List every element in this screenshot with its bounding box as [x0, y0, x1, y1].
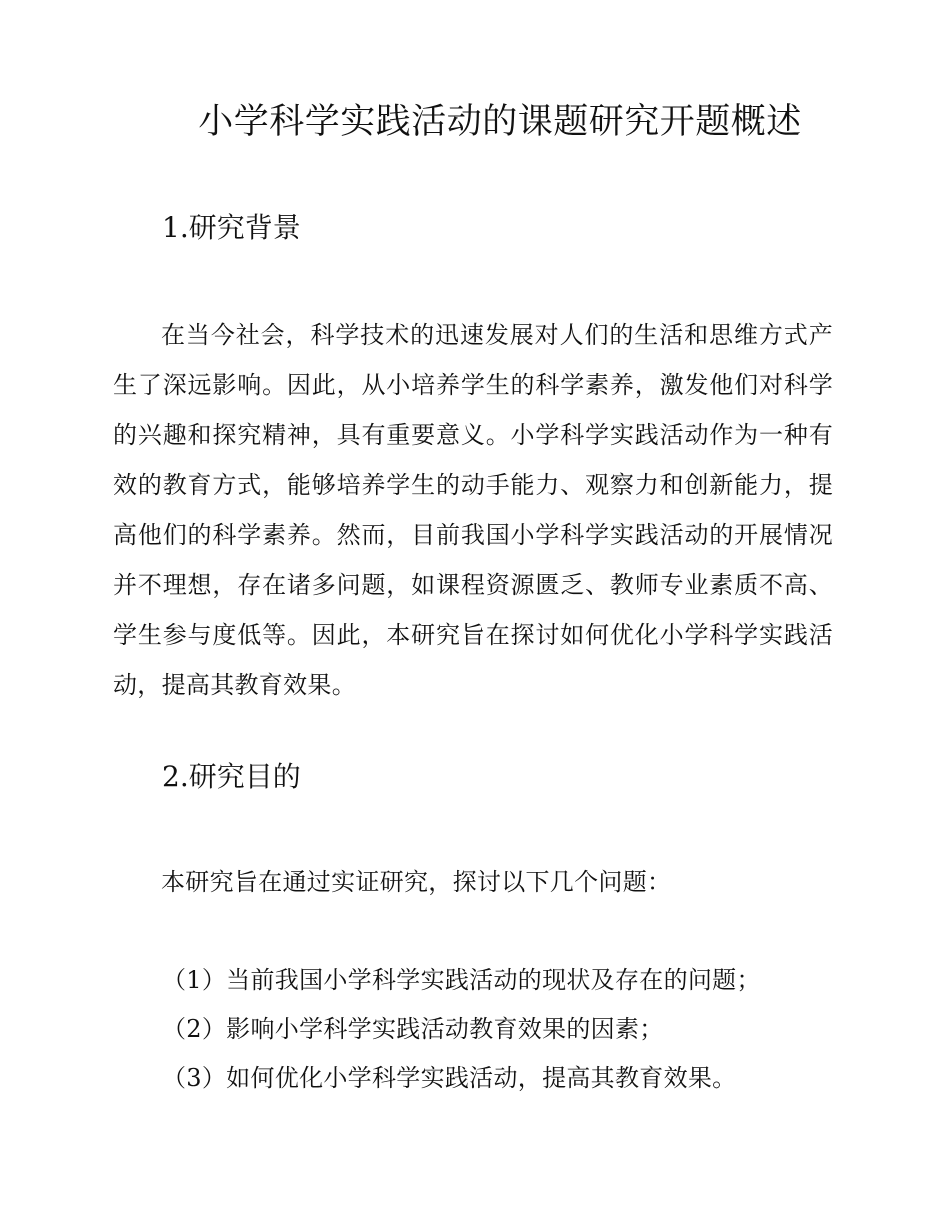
research-questions-list — [162, 956, 761, 1103]
section-heading-purpose: 2.研究目的 — [162, 760, 301, 793]
list-item: （2）影响小学科学实践活动教育效果的因素； — [162, 1015, 664, 1043]
document-title: 小学科学实践活动的课题研究开题概述 — [198, 102, 802, 142]
background-paragraph: 在当今社会，科学技术的迅速发展对人们的生活和思维方式产生了深远影响。因此，从小培养学生的科学素养，激发他们对科学的兴趣和探究精神，具有重要意义。小学科学实践活动作为一种有效的教育方式，能够培养学生的动手能力、观察力和创新能力，提高他们的科学素养。然而，目前我国小学科学实践活动的开展情况并不理想，存在诸多问题，如课程资源匮乏、教师专业素质不高、学生参与度低等。因此，本研究旨在探讨如何优化小学科学实践活动，提高其教育效果。 — [113, 321, 833, 699]
list-item: （1）当前我国小学科学实践活动的现状及存在的问题； — [162, 966, 761, 994]
section-heading-background: 1.研究背景 — [162, 211, 301, 244]
purpose-intro-paragraph: 本研究旨在通过实证研究，探讨以下几个问题： — [161, 868, 672, 896]
list-item: （3）如何优化小学科学实践活动，提高其教育效果。 — [162, 1064, 737, 1092]
